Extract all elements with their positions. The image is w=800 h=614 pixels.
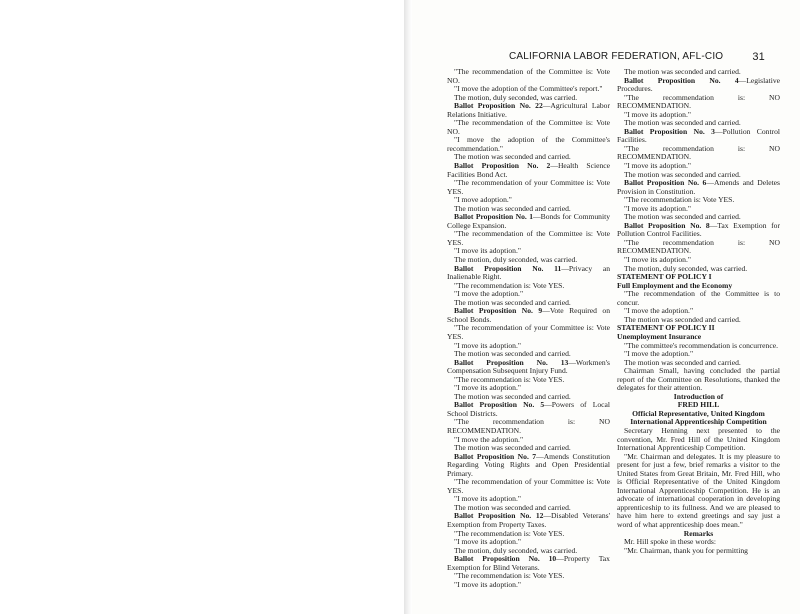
paragraph-text: —Amends and Deletes Provision in Constitution.: [617, 178, 781, 196]
proposition-label: Ballot Proposition No. 6: [624, 178, 707, 188]
text-column-left: [447, 68, 610, 589]
paragraph-text: "I move its adoption.": [454, 494, 521, 504]
paragraph-text: "I move the adoption of the Committee's recommendation.": [447, 135, 610, 153]
text-column-right: [617, 68, 780, 555]
paragraph-text: —Legislative Procedures.: [617, 75, 780, 94]
paragraph: [447, 119, 610, 136]
paragraph-text: The motion was seconded and carried.: [624, 118, 741, 128]
paragraph: [447, 401, 610, 418]
paragraph-text: —Pollution Control Facilities.: [617, 126, 781, 145]
proposition-label: Ballot Proposition No. 1: [454, 212, 534, 222]
paragraph-text: "I move its adoption.": [454, 340, 521, 350]
proposition-label: Ballot Proposition No. 7: [454, 451, 537, 461]
paragraph: [617, 94, 780, 111]
paragraph: [617, 367, 780, 393]
paragraph-text: —Amends Constitution Regarding Voting Rights and Open Presidential Primary.: [447, 451, 611, 478]
paragraph-text: "I move its adoption.": [454, 579, 521, 589]
paragraph: [447, 555, 610, 572]
paragraph: [617, 453, 780, 530]
proposition-label: Ballot Proposition No. 13: [454, 357, 569, 367]
section-heading: STATEMENT OF POLICY I: [617, 272, 712, 282]
paragraph: [447, 307, 610, 324]
paragraph-text: "The recommendation is: NO RECOMMENDATION.: [617, 143, 780, 162]
paragraph-text: "I move its adoption.": [454, 246, 521, 256]
proposition-label: Ballot Proposition No. 2: [454, 161, 551, 171]
paragraph-text: The motion, duly seconded, was carried.: [454, 255, 578, 265]
paragraph-text: The motion, duly seconded, was carried.: [454, 92, 578, 102]
paragraph-text: "The recommendation of the Committee is to concur.: [617, 289, 780, 307]
paragraph: [447, 418, 610, 435]
paragraph-text: "I move its adoption.": [624, 161, 691, 171]
paragraph-text: "The recommendation of your Committee is: Vote YES.: [447, 323, 610, 341]
page-number: 31: [752, 51, 765, 63]
paragraph: [617, 128, 780, 145]
paragraph-text: "Mr. Chairman, thank you for permitting: [624, 545, 748, 555]
paragraph-text: "The recommendation of your Committee is: Vote YES.: [447, 477, 610, 495]
running-head: [509, 51, 765, 62]
paragraph-text: The motion, duly seconded, was carried.: [624, 263, 748, 273]
paragraph-text: The motion was seconded and carried.: [624, 169, 741, 179]
proposition-label: Ballot Proposition No. 12: [454, 511, 544, 521]
paragraph: [447, 359, 610, 376]
paragraph-text: "Mr. Chairman and delegates. It is my pleasure to present for just a few, brief remarks a visitor to the United States from Great Britain, Mr. Fred Hill, who is Official Representative of the United Kingdom International Apprenticeship Competition. He is an advocate of international cooperation in developing apprenticeship to its fullness. And we are pleased to have him here to extend greetings and say just a word of what apprenticeship does mean.": [617, 451, 780, 529]
paragraph: [447, 230, 610, 247]
paragraph-text: —Tax Exemption for Pollution Control Facilities.: [617, 220, 780, 239]
paragraph: [617, 222, 780, 239]
paragraph-text: "The recommendation of the Committee is: Vote NO.: [447, 118, 610, 136]
section-heading: Full Employment and the Economy: [617, 280, 733, 290]
paragraph-text: The motion was seconded and carried.: [454, 349, 571, 359]
paragraph: [447, 179, 610, 196]
paragraph: [617, 145, 780, 162]
paragraph-text: "The recommendation is: NO RECOMMENDATION.: [447, 417, 610, 435]
paragraph-text: "I move its adoption.": [624, 109, 691, 119]
paragraph-text: "I move its adoption.": [624, 203, 691, 213]
proposition-label: Ballot Proposition No. 9: [454, 306, 543, 316]
paragraph-text: "I move its adoption.": [624, 255, 691, 265]
paragraph: [447, 213, 610, 230]
proposition-label: Ballot Proposition No. 8: [624, 220, 710, 230]
paragraph-text: "I move the adoption.": [624, 349, 694, 359]
centered-heading: FRED HILL: [677, 400, 720, 410]
paragraph-text: The motion was seconded and carried.: [454, 502, 571, 512]
centered-heading: Remarks: [683, 528, 714, 538]
paragraph: [617, 239, 780, 256]
paragraph-text: The motion was seconded and carried.: [624, 357, 741, 367]
paragraph-text: —Workmen's Compensation Subsequent Injury Fund.: [447, 357, 610, 376]
paragraph-text: Secretary Henning next presented to the convention, Mr. Fred Hill of the United Kingdom International Apprenticeship Competition.: [617, 425, 780, 453]
paragraph-text: The motion was seconded and carried.: [624, 212, 741, 222]
proposition-label: Ballot Proposition No. 5: [454, 400, 545, 410]
paragraph: [447, 453, 610, 479]
paragraph-text: "The recommendation is: NO RECOMMENDATION.: [617, 237, 780, 256]
proposition-label: Ballot Proposition No. 11: [454, 263, 562, 273]
paragraph: [617, 427, 780, 453]
paragraph-text: "The recommendation is: NO RECOMMENDATION.: [617, 92, 780, 111]
paragraph: [617, 179, 780, 196]
paragraph: [447, 512, 610, 529]
paragraph-text: The motion, duly seconded, was carried.: [454, 545, 578, 555]
centered-heading: Official Representative, United Kingdom: [632, 408, 765, 418]
paragraph-text: The motion was seconded and carried.: [624, 314, 741, 324]
paragraph: [447, 162, 610, 179]
centered-heading: International Apprenticeship Competition: [630, 417, 767, 427]
paragraph-text: The motion was seconded and carried.: [454, 443, 571, 453]
paragraph: [447, 102, 610, 119]
paragraph-text: The motion was seconded and carried.: [454, 152, 571, 162]
paragraph-text: "The committee's recommendation is concurrence.: [624, 340, 778, 350]
paragraph-text: "The recommendation is: Vote YES.: [454, 571, 565, 581]
paragraph-text: —Disabled Veterans' Exemption from Property Taxes.: [447, 511, 610, 529]
paragraph: [447, 136, 610, 153]
book-gutter: [404, 0, 412, 614]
paragraph-text: "I move its adoption.": [454, 383, 521, 393]
paragraph-text: —Privacy an Inalienable Right.: [447, 263, 611, 282]
proposition-label: Ballot Proposition No. 4: [624, 75, 739, 85]
paragraph-text: "I move the adoption.": [624, 306, 694, 316]
paragraph: [447, 581, 610, 590]
paragraph: [447, 324, 610, 341]
paragraph-text: —Vote Required on School Bonds.: [447, 306, 610, 324]
paragraph: [447, 265, 610, 282]
paragraph: [617, 290, 780, 307]
paragraph-text: "The recommendation of your Committee is: Vote YES.: [447, 178, 610, 196]
paragraph-text: —Agricultural Labor Relations Initiative.: [447, 101, 610, 119]
paragraph-text: —Bonds for Community College Expansion.: [447, 212, 610, 230]
paragraph-text: "The recommendation is: Vote YES.: [624, 195, 735, 205]
paragraph-text: "I move the adoption of the Committee's report.": [454, 84, 603, 94]
paragraph-text: "The recommendation is: Vote YES.: [454, 374, 565, 384]
paragraph: [617, 77, 780, 94]
paragraph-text: "The recommendation is: Vote YES.: [454, 280, 565, 290]
proposition-label: Ballot Proposition No. 3: [624, 126, 715, 136]
paragraph-text: —Property Tax Exemption for Blind Veterans.: [447, 554, 610, 572]
paragraph-text: —Powers of Local School Districts.: [447, 400, 610, 418]
running-head-title: CALIFORNIA LABOR FEDERATION, AFL-CIO: [509, 51, 724, 62]
paragraph-text: "I move the adoption.": [454, 434, 524, 444]
section-heading: Unemployment Insurance: [617, 331, 702, 341]
paragraph-text: "The recommendation of the Committee is: Vote YES.: [447, 229, 610, 247]
proposition-label: Ballot Proposition No. 10: [454, 554, 557, 564]
proposition-label: Ballot Proposition No. 22: [454, 101, 543, 111]
paragraph-text: "I move adoption.": [454, 195, 512, 205]
paragraph-text: The motion was seconded and carried.: [454, 391, 571, 401]
paragraph-text: The motion was seconded and carried.: [454, 203, 571, 213]
paragraph-text: "I move its adoption.": [454, 537, 521, 547]
paragraph-text: The motion was seconded and carried.: [624, 67, 741, 76]
paragraph: [617, 547, 780, 556]
paragraph: [447, 68, 610, 85]
paragraph-text: "I move the adoption.": [454, 289, 524, 299]
paragraph-text: Chairman Small, having concluded the partial report of the Committee on Resolutions, thanked the delegates for their attention.: [617, 366, 780, 393]
paragraph-text: Mr. Hill spoke in these words:: [624, 537, 716, 547]
centered-heading: Introduction of: [673, 391, 724, 401]
section-heading: STATEMENT OF POLICY II: [617, 323, 715, 333]
paragraph-text: —Health Science Facilities Bond Act.: [447, 161, 610, 179]
paragraph-text: The motion was seconded and carried.: [454, 297, 571, 307]
paragraph-text: "The recommendation of the Committee is: Vote NO.: [447, 67, 610, 85]
paragraph: [447, 478, 610, 495]
paragraph-text: "The recommendation is: Vote YES.: [454, 528, 565, 538]
